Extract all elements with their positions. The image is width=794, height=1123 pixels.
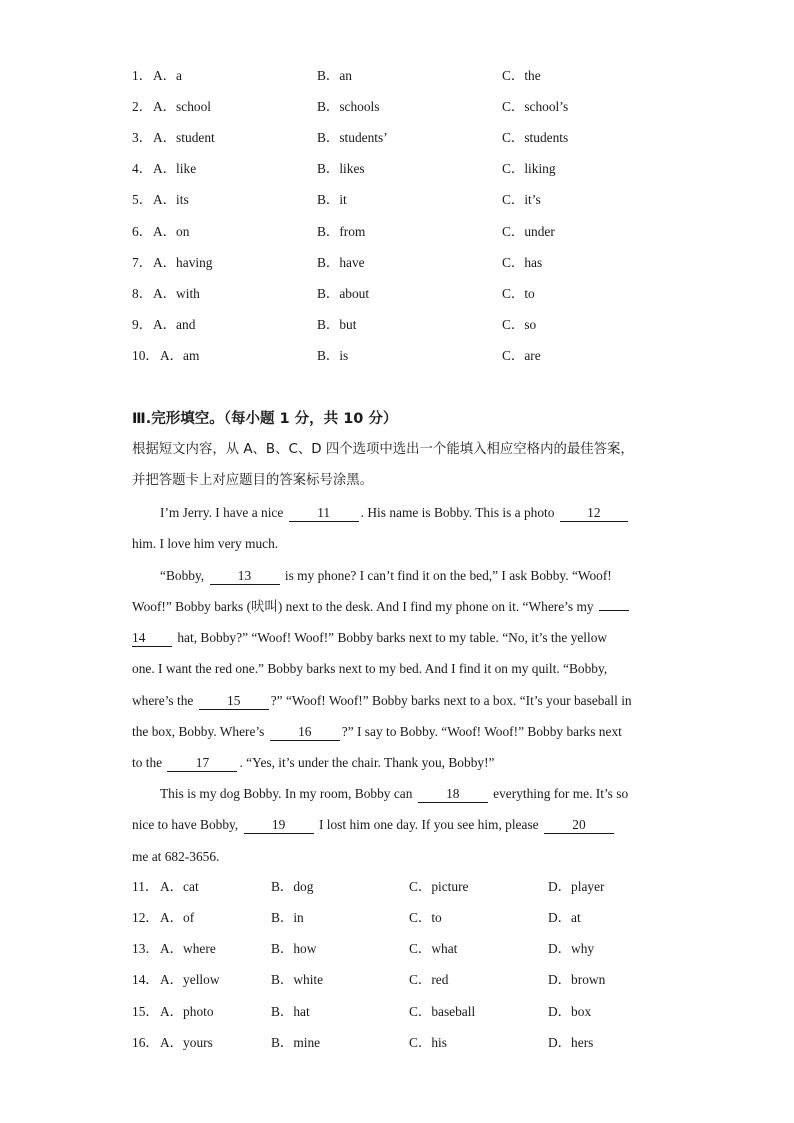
option-b: B．it [317, 192, 347, 207]
option-c: C．the [502, 68, 541, 83]
question-number: 12． [132, 910, 159, 925]
passage-line: to the 17 . “Yes, it’s under the chair. Thank you, Bobby!” [132, 755, 495, 770]
option-c: C．has [502, 255, 543, 270]
passage-line: Woof!” Bobby barks (吠叫) next to the desk. And I find my phone on it. “Where’s my [132, 597, 656, 617]
question-number: 2． [132, 99, 153, 114]
option-d: D．brown [548, 972, 606, 987]
question-number: 8． [132, 286, 153, 301]
option-c: C．so [502, 317, 537, 332]
option-b: B．mine [271, 1035, 321, 1050]
option-d: D．hers [548, 1035, 594, 1050]
blank-14-start [599, 610, 629, 611]
blank-17[interactable]: 17 [167, 755, 237, 772]
option-a: A．yours [160, 1035, 213, 1050]
option-d: D．why [548, 941, 595, 956]
question-number: 15． [132, 1004, 159, 1019]
blank-13[interactable]: 13 [210, 568, 280, 585]
option-c: C．school’s [502, 99, 569, 114]
option-a: A．of [160, 910, 195, 925]
option-a: A．school [153, 99, 212, 114]
option-d: D．player [548, 879, 605, 894]
option-a: A．its [153, 192, 189, 207]
option-c: C．students [502, 130, 569, 145]
passage-line: 14 hat, Bobby?” “Woof! Woof!” Bobby barks next to my table. “No, it’s the yellow [132, 630, 608, 645]
question-number: 3． [132, 130, 153, 145]
option-a: A．on [153, 224, 190, 239]
question-number: 16． [132, 1035, 159, 1050]
blank-11[interactable]: 11 [289, 505, 359, 522]
passage-line: him. I love him very much. [132, 536, 279, 551]
option-b: B．dog [271, 879, 314, 894]
question-number: 4． [132, 161, 153, 176]
option-a: A．a [153, 68, 183, 83]
option-a: A．where [160, 941, 216, 956]
question-number: 1． [132, 68, 153, 83]
option-c: C．what [409, 941, 458, 956]
passage-line: nice to have Bobby, 19 I lost him one day. If you see him, please 20 [132, 815, 656, 835]
option-a: A．and [153, 317, 196, 332]
question-number: 14． [132, 972, 159, 987]
passage-line: the box, Bobby. Where’s 16 ?” I say to Bobby. “Woof! Woof!” Bobby barks next [132, 724, 622, 739]
option-a: A．student [153, 130, 215, 145]
instruction-line: 并把答题卡上对应题目的答案标号涂黑。 [132, 473, 374, 488]
question-number: 11． [132, 879, 159, 894]
section-heading: Ⅲ.完形填空。（每小题 1 分，共 10 分） [132, 411, 398, 427]
option-a: A．yellow [160, 972, 220, 987]
option-c: C．under [502, 224, 555, 239]
option-c: C．liking [502, 161, 556, 176]
option-b: B．how [271, 941, 317, 956]
option-a: A．cat [160, 879, 199, 894]
option-b: B．is [317, 348, 349, 363]
option-b: B．from [317, 224, 366, 239]
option-b: B．but [317, 317, 357, 332]
option-c: C．red [409, 972, 449, 987]
question-number: 6． [132, 224, 153, 239]
option-b: B．an [317, 68, 352, 83]
passage-line: I’m Jerry. I have a nice 11 . His name is Bobby. This is a photo 12 [132, 503, 656, 523]
option-a: A．with [153, 286, 200, 301]
option-d: D．box [548, 1004, 592, 1019]
blank-20[interactable]: 20 [544, 817, 614, 834]
option-c: C．picture [409, 879, 469, 894]
question-number: 5． [132, 192, 153, 207]
option-b: B．likes [317, 161, 365, 176]
option-b: B．schools [317, 99, 380, 114]
passage-line: me at 682-3656. [132, 849, 220, 864]
option-a: A．photo [160, 1004, 214, 1019]
passage-line: one. I want the red one.” Bobby barks next to my bed. And I find it on my quilt. “Bobby, [132, 661, 608, 676]
option-c: C．are [502, 348, 541, 363]
blank-12[interactable]: 12 [560, 505, 628, 522]
option-b: B．students’ [317, 130, 388, 145]
option-c: C．to [409, 910, 442, 925]
question-number: 9． [132, 317, 153, 332]
option-d: D．at [548, 910, 581, 925]
blank-19[interactable]: 19 [244, 817, 314, 834]
option-c: C．his [409, 1035, 447, 1050]
option-a: A．am [160, 348, 200, 363]
option-c: C．it’s [502, 192, 541, 207]
option-b: B．have [317, 255, 365, 270]
option-a: A．like [153, 161, 197, 176]
option-a: A．having [153, 255, 213, 270]
blank-16[interactable]: 16 [270, 724, 340, 741]
option-b: B．in [271, 910, 304, 925]
blank-18[interactable]: 18 [418, 786, 488, 803]
question-number: 13． [132, 941, 159, 956]
option-b: B．about [317, 286, 370, 301]
option-c: C．baseball [409, 1004, 476, 1019]
passage-line: “Bobby, 13 is my phone? I can’t find it on the bed,” I ask Bobby. “Woof! [160, 568, 612, 583]
question-number: 10． [132, 348, 159, 363]
blank-14[interactable]: 14 [132, 630, 172, 647]
option-b: B．hat [271, 1004, 310, 1019]
option-c: C．to [502, 286, 535, 301]
question-number: 7． [132, 255, 153, 270]
instruction-line: 根据短文内容，从 A、B、C、D 四个选项中选出一个能填入相应空格内的最佳答案， [132, 442, 634, 457]
option-b: B．white [271, 972, 324, 987]
blank-15[interactable]: 15 [199, 693, 269, 710]
passage-line: This is my dog Bobby. In my room, Bobby can 18 everything for me. It’s so [160, 786, 629, 801]
passage-line: where’s the 15 ?” “Woof! Woof!” Bobby barks next to a box. “It’s your baseball in [132, 693, 632, 708]
